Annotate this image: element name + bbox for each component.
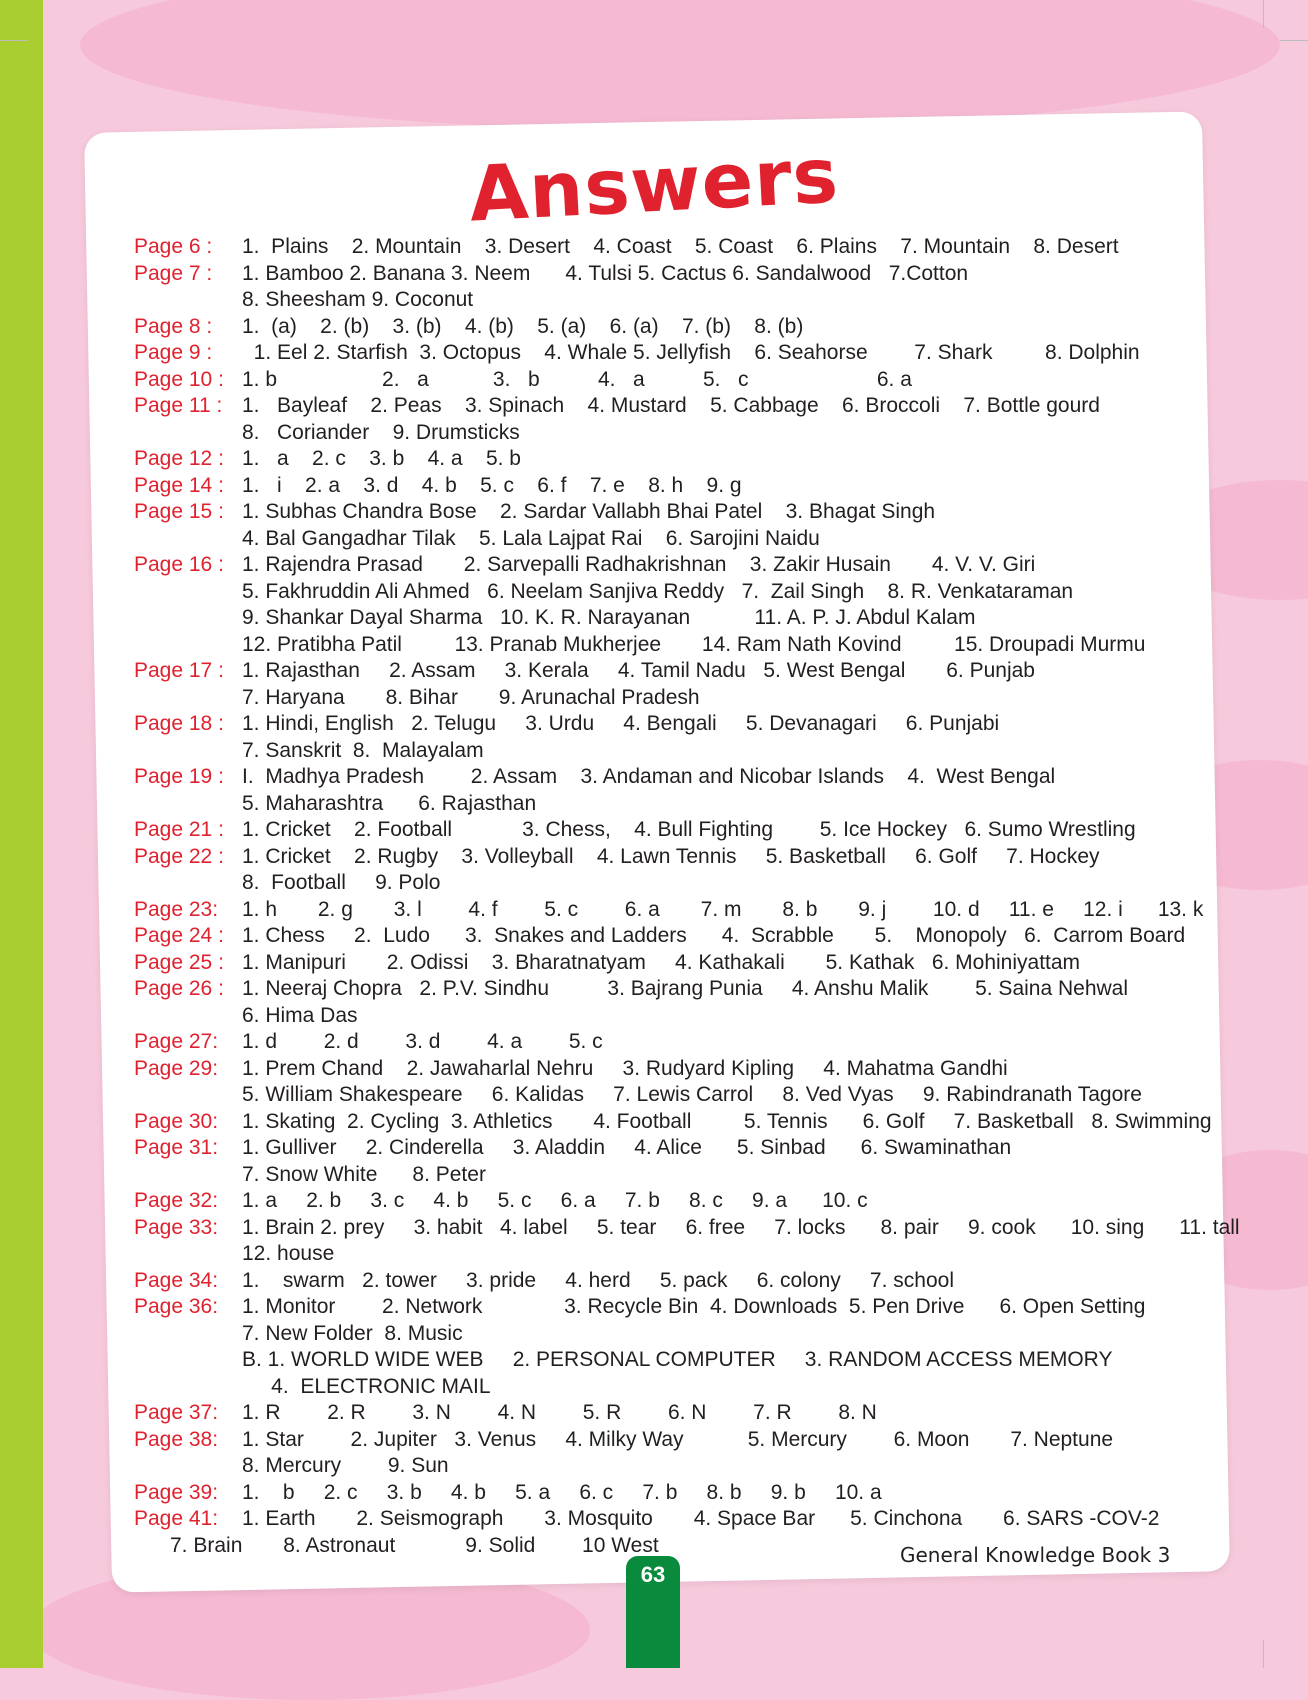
answer-text: B. 1. WORLD WIDE WEB 2. PERSONAL COMPUTER 3. RANDOM ACCESS MEMORY — [242, 1348, 1113, 1371]
answer-row — [134, 367, 1214, 394]
page-label: Page 15 : — [134, 500, 224, 523]
answer-text: 8. Sheesham 9. Coconut — [242, 288, 474, 311]
answer-text: 1. (a) 2. (b) 3. (b) 4. (b) 5. (a) 6. (a) 7. (b) 8. (b) — [242, 314, 804, 338]
page-label — [134, 579, 242, 606]
answer-row — [134, 764, 1214, 791]
answer-row — [134, 791, 1214, 818]
answer-row — [134, 393, 1214, 420]
page-label — [134, 632, 242, 659]
page-label: Page 22 : — [134, 844, 224, 868]
answer-row — [134, 1056, 1214, 1083]
answer-text: 4. ELECTRONIC MAIL — [242, 1374, 491, 1398]
page-label: Page 16 : — [134, 553, 224, 576]
answer-text: 1. b 2. c 3. b 4. b 5. a 6. c 7. b 8. b 9. b 10. a — [242, 1480, 882, 1504]
answer-text: 8. Football 9. Polo — [242, 871, 441, 894]
answer-row — [134, 1215, 1240, 1242]
page-label: Page 30: — [134, 1109, 219, 1133]
page-label: Page 34: — [134, 1268, 219, 1292]
answer-text: 1. Skating 2. Cycling 3. Athletics 4. Football 5. Tennis 6. Golf 7. Basketball 8. Swimming — [242, 1109, 1212, 1133]
page-label: Page 7 : — [134, 261, 213, 285]
answer-text: 12. Pratibha Patil 13. Pranab Mukherjee 14. Ram Nath Kovind 15. Droupadi Murmu — [242, 632, 1146, 656]
answer-row — [134, 1082, 1214, 1109]
page-label: Page 9 : — [134, 341, 213, 364]
answer-text: 1. R 2. R 3. N 4. N 5. R 6. N 7. R 8. N — [242, 1401, 877, 1424]
answer-row — [134, 817, 1214, 844]
page-label: Page 25 : — [134, 950, 224, 974]
answer-text: 1. swarm 2. tower 3. pride 4. herd 5. pack 6. colony 7. school — [242, 1268, 954, 1292]
answer-text: 1. Neeraj Chopra 2. P.V. Sindhu 3. Bajrang Punia 4. Anshu Malik 5. Saina Nehwal — [242, 977, 1129, 1000]
page-label — [134, 1321, 242, 1348]
page-label: Page 8 : — [134, 314, 213, 338]
page-label: Page 38: — [134, 1427, 219, 1451]
answer-text: 1. Hindi, English 2. Telugu 3. Urdu 4. Bengali 5. Devanagari 6. Punjabi — [242, 712, 1000, 735]
page-label: Page 11 : — [134, 394, 223, 417]
answer-row — [134, 1162, 1214, 1189]
answer-row — [134, 1294, 1214, 1321]
answer-text: 7. Sanskrit 8. Malayalam — [242, 738, 484, 762]
answer-text: 12. house — [242, 1242, 335, 1265]
answer-text: 7. Haryana 8. Bihar 9. Arunachal Pradesh — [242, 685, 700, 709]
answer-row — [134, 1135, 1214, 1162]
page-label: Page 14 : — [134, 473, 224, 497]
answer-row — [134, 446, 1214, 473]
page-label: Page 21 : — [134, 818, 224, 841]
page-label — [134, 605, 242, 632]
crop-mark-top-right-v — [1263, 0, 1264, 28]
answer-row — [134, 499, 1214, 526]
answer-row — [134, 1506, 1214, 1533]
page-label — [134, 526, 242, 553]
page-label — [134, 1374, 242, 1401]
answer-text: 1. Monitor 2. Network 3. Recycle Bin 4. Downloads 5. Pen Drive 6. Open Setting — [242, 1295, 1146, 1318]
crop-mark-top-right-h — [1280, 40, 1308, 41]
answer-row — [134, 870, 1214, 897]
answer-row — [134, 950, 1214, 977]
page-title: Answers — [467, 130, 841, 239]
answer-text: 1. a 2. b 3. c 4. b 5. c 6. a 7. b 8. c 9. a 10. c — [242, 1189, 868, 1212]
answer-text: 7. Brain 8. Astronaut 9. Solid 10 West — [170, 1533, 659, 1557]
answer-text: 7. New Folder 8. Music — [242, 1321, 463, 1345]
answer-text: 1. d 2. d 3. d 4. a 5. c — [242, 1030, 603, 1053]
page-label — [134, 287, 242, 314]
answer-row — [134, 1374, 1214, 1401]
page-label: Page 32: — [134, 1189, 219, 1212]
answer-text: 1. Earth 2. Seismograph 3. Mosquito 4. Space Bar 5. Cinchona 6. SARS -COV-2 — [242, 1507, 1160, 1530]
answer-row — [134, 1029, 1214, 1056]
answer-text: 1. h 2. g 3. l 4. f 5. c 6. a 7. m 8. b 9. j 10. d 11. e 12. i 13. k — [242, 897, 1204, 921]
book-title-footer: General Knowledge Book 3 — [900, 1543, 1171, 1567]
answer-row — [134, 844, 1214, 871]
answer-row — [134, 1003, 1214, 1030]
answer-row — [134, 897, 1214, 924]
answer-text: 5. Fakhruddin Ali Ahmed 6. Neelam Sanjiva Reddy 7. Zail Singh 8. R. Venkataraman — [242, 579, 1074, 603]
answer-text: 5. William Shakespeare 6. Kalidas 7. Lewis Carrol 8. Ved Vyas 9. Rabindranath Tagore — [242, 1083, 1142, 1106]
answer-row — [134, 287, 1214, 314]
page-label: Page 17 : — [134, 659, 224, 682]
page-label — [134, 1162, 242, 1189]
answer-text: 1. Rajendra Prasad 2. Sarvepalli Radhakrishnan 3. Zakir Husain 4. V. V. Giri — [242, 553, 1036, 576]
page-label — [134, 1241, 242, 1268]
answer-text: 1. Gulliver 2. Cinderella 3. Aladdin 4. Alice 5. Sinbad 6. Swaminathan — [242, 1136, 1012, 1159]
page-label: Page 37: — [134, 1401, 219, 1424]
answer-text: 1. b 2. a 3. b 4. a 5. c 6. a — [242, 367, 912, 391]
answer-row — [134, 261, 1214, 288]
answer-row — [134, 1400, 1214, 1427]
page-label: Page 19 : — [134, 765, 224, 788]
answer-text: 1. Cricket 2. Football 3. Chess, 4. Bull Fighting 5. Ice Hockey 6. Sumo Wrestling — [242, 818, 1136, 841]
page-label — [134, 1347, 242, 1374]
answer-row — [134, 1480, 1214, 1507]
page-label — [134, 870, 242, 897]
answer-text: 1. Star 2. Jupiter 3. Venus 4. Milky Way 5. Mercury 6. Moon 7. Neptune — [242, 1427, 1114, 1451]
answer-row — [134, 1347, 1214, 1374]
page-label — [134, 1082, 242, 1109]
answer-row — [134, 552, 1214, 579]
page-label: Page 12 : — [134, 447, 224, 470]
page-label: Page 23: — [134, 897, 219, 921]
crop-mark-bottom-right-v — [1263, 1640, 1264, 1668]
answer-text: 1. Plains 2. Mountain 3. Desert 4. Coast 5. Coast 6. Plains 7. Mountain 8. Desert — [242, 235, 1119, 258]
crop-mark-top-left — [0, 40, 28, 41]
answer-row — [134, 1188, 1214, 1215]
answer-row — [134, 738, 1214, 765]
page-label: Page 18 : — [134, 712, 224, 735]
answer-text: 1. Eel 2. Starfish 3. Octopus 4. Whale 5. Jellyfish 6. Seahorse 7. Shark 8. Dolphin — [242, 341, 1140, 364]
answer-row — [134, 658, 1214, 685]
page-label: Page 36: — [134, 1295, 219, 1318]
answer-row — [134, 420, 1214, 447]
page-label: Page 26 : — [134, 977, 224, 1000]
answer-row — [134, 314, 1214, 341]
page-label: Page 33: — [134, 1215, 219, 1239]
page-label — [134, 420, 242, 447]
page-label: Page 24 : — [134, 924, 224, 947]
answer-text: I. Madhya Pradesh 2. Assam 3. Andaman and Nicobar Islands 4. West Bengal — [242, 765, 1056, 788]
answer-row — [134, 1241, 1214, 1268]
answer-text: 1. i 2. a 3. d 4. b 5. c 6. f 7. e 8. h 9. g — [242, 473, 742, 497]
answer-row — [134, 1453, 1214, 1480]
answer-text: 1. Bayleaf 2. Peas 3. Spinach 4. Mustard 5. Cabbage 6. Broccoli 7. Bottle gourd — [242, 394, 1100, 417]
answer-text: 1. Brain 2. prey 3. habit 4. label 5. tear 6. free 7. locks 8. pair 9. cook 10. sing 11. tall — [242, 1215, 1240, 1239]
answer-row — [134, 526, 1214, 553]
answer-text: 1. Manipuri 2. Odissi 3. Bharatnatyam 4. Kathakali 5. Kathak 6. Mohiniyattam — [242, 950, 1081, 974]
page-label: Page 27: — [134, 1030, 219, 1053]
answer-text: 1. Bamboo 2. Banana 3. Neem 4. Tulsi 5. Cactus 6. Sandalwood 7.Cotton — [242, 261, 969, 285]
page-number: 63 — [640, 1562, 666, 1587]
page-label: Page 39: — [134, 1480, 219, 1504]
answer-row — [134, 685, 1214, 712]
answer-text: 1. Cricket 2. Rugby 3. Volleyball 4. Lawn Tennis 5. Basketball 6. Golf 7. Hockey — [242, 844, 1100, 868]
answer-row — [134, 579, 1214, 606]
page-label: Page 29: — [134, 1056, 219, 1080]
answer-text: 9. Shankar Dayal Sharma 10. K. R. Narayanan 11. A. P. J. Abdul Kalam — [242, 606, 976, 629]
answer-text: 7. Snow White 8. Peter — [242, 1162, 486, 1186]
page-label: Page 6 : — [134, 235, 213, 258]
answer-row — [134, 1109, 1214, 1136]
page-label — [134, 791, 242, 818]
answer-text: 5. Maharashtra 6. Rajasthan — [242, 791, 537, 815]
answer-text: 1. Prem Chand 2. Jawaharlal Nehru 3. Rudyard Kipling 4. Mahatma Gandhi — [242, 1056, 1008, 1080]
answer-text: 1. a 2. c 3. b 4. a 5. b — [242, 447, 521, 470]
answer-text: 1. Rajasthan 2. Assam 3. Kerala 4. Tamil Nadu 5. West Bengal 6. Punjab — [242, 659, 1035, 682]
answer-text: 4. Bal Gangadhar Tilak 5. Lala Lajpat Rai 6. Sarojini Naidu — [242, 526, 820, 550]
answer-row — [134, 1427, 1214, 1454]
answer-text: 1. Chess 2. Ludo 3. Snakes and Ladders 4. Scrabble 5. Monopoly 6. Carrom Board — [242, 924, 1186, 947]
answer-row — [134, 632, 1214, 659]
page-label: Page 10 : — [134, 367, 224, 391]
answer-text: 8. Mercury 9. Sun — [242, 1454, 449, 1477]
page-label: Page 31: — [134, 1136, 219, 1159]
page-label — [134, 1453, 242, 1480]
answer-row — [134, 711, 1214, 738]
answer-row — [134, 340, 1214, 367]
page-label — [134, 685, 242, 712]
answer-row — [134, 923, 1214, 950]
page-label: Page 41: — [134, 1507, 219, 1530]
page-label — [134, 738, 242, 765]
answer-row — [134, 473, 1214, 500]
answer-row — [134, 1321, 1214, 1348]
answer-row — [134, 1268, 1214, 1295]
answer-text: 8. Coriander 9. Drumsticks — [242, 420, 520, 444]
answer-row — [134, 605, 1214, 632]
answer-row — [134, 976, 1214, 1003]
page-label — [134, 1003, 242, 1030]
answers-list — [134, 234, 1240, 1559]
answer-text: 6. Hima Das — [242, 1003, 358, 1027]
answer-row — [134, 234, 1214, 261]
background-wave-1 — [80, 0, 1280, 130]
answer-text: 1. Subhas Chandra Bose 2. Sardar Vallabh Bhai Patel 3. Bhagat Singh — [242, 500, 936, 523]
